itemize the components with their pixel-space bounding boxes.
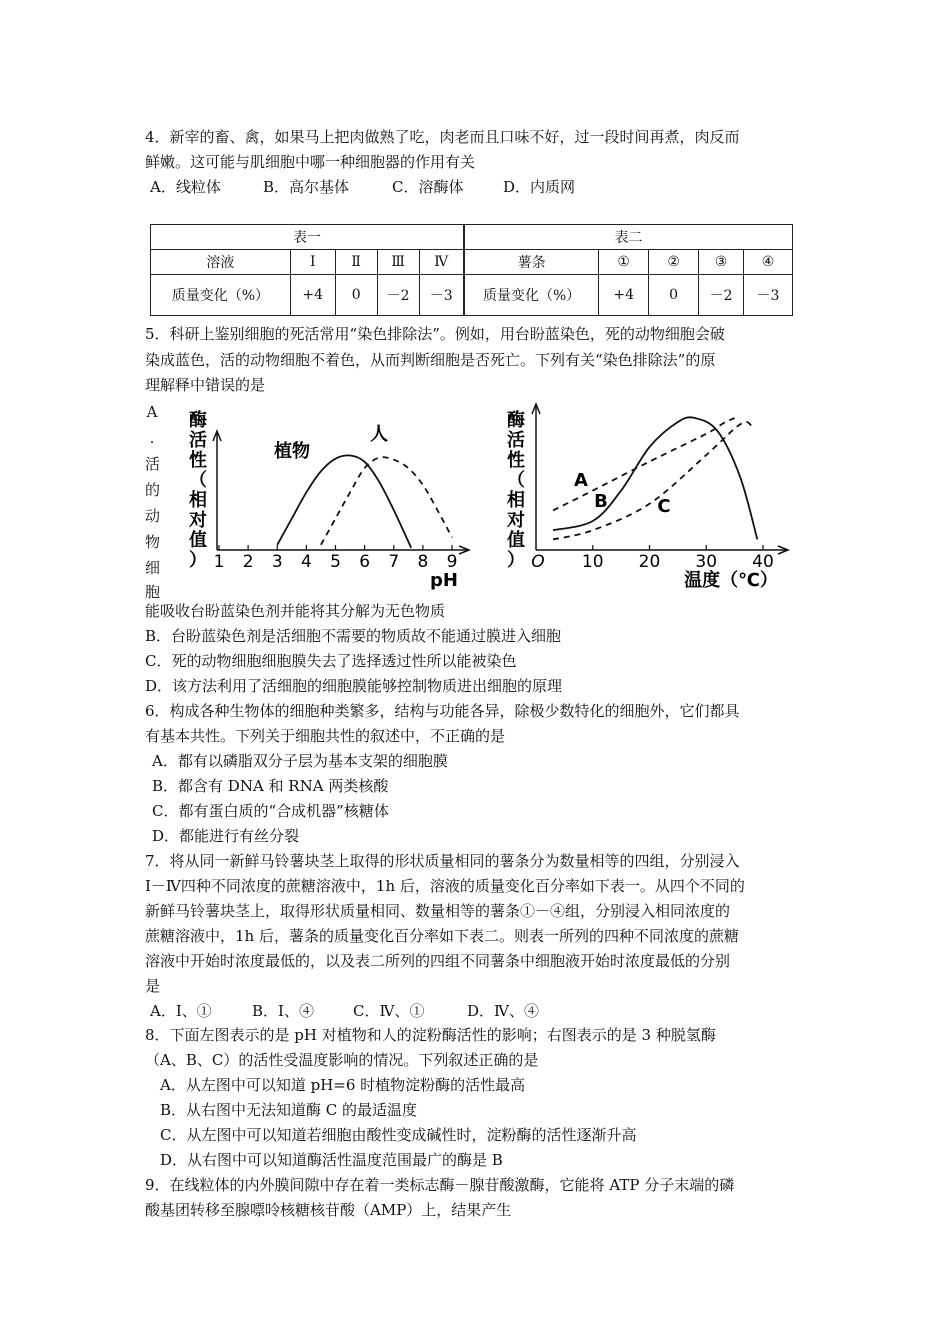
x-tick-label: 6	[359, 552, 371, 572]
q7-stem-line1: 7．将从同一新鲜马铃薯块茎上取得的形状质量相同的薯条分为数量相等的四组，分别浸入	[145, 852, 740, 870]
x-tick-label: 8	[417, 552, 429, 572]
y-axis-label-char: 酶	[189, 410, 207, 431]
series-line-A	[553, 418, 735, 510]
q9-stem-line2: 酸基团转移至腺嘌呤核糖核苷酸（AMP）上，结果产生	[145, 1201, 512, 1219]
q4-stem-line1: 4．新宰的畜、禽，如果马上把肉做熟了吃，肉老而且口味不好，过一段时间再煮，肉反而	[145, 128, 740, 146]
table1-title: 表一	[151, 225, 464, 250]
q5-option-a-char: 动	[145, 507, 161, 525]
y-axis-label-char: 值	[507, 530, 525, 551]
series-label: 植物	[274, 441, 310, 462]
q5-option-a-char: 物	[145, 533, 161, 551]
x-tick-label: 5	[330, 552, 341, 572]
table-cell: 0	[335, 275, 377, 316]
table-cell: Ⅲ	[377, 250, 419, 275]
table-cell: －3	[419, 275, 464, 316]
x-tick-label: 20	[638, 552, 661, 572]
q7-option-a: A．Ⅰ、①	[150, 1002, 212, 1020]
table2-title: 表二	[464, 225, 793, 250]
q4-option-a: A．线粒体	[150, 178, 221, 196]
y-axis-label-char: 性	[189, 450, 207, 471]
q6-stem-line1: 6．构成各种生物体的细胞种类繁多，结构与功能各异，除极少数特化的细胞外，它们都具	[145, 702, 740, 720]
table-cell: 质量变化（%）	[151, 275, 291, 316]
q7-stem-line4: 蔗糖溶液中，1h 后，薯条的质量变化百分率如下表二。则表一所列的四种不同浓度的蔗糖	[145, 927, 739, 945]
q4-stem-line2: 鲜嫩。这可能与肌细胞中哪一种细胞器的作用有关	[145, 153, 476, 171]
q5-option-a-char: .	[149, 429, 155, 447]
series-label: A	[574, 470, 588, 491]
y-axis-label-char: 酶	[507, 410, 525, 431]
series-label: B	[594, 491, 608, 512]
y-axis-label-char: 相	[507, 490, 525, 511]
table-cell: －2	[377, 275, 419, 316]
q6-stem-line2: 有基本共性。下列关于细胞共性的叙述中，不正确的是	[145, 727, 506, 745]
q8-stem-line2: （A、B、C）的活性受温度影响的情况。下列叙述正确的是	[145, 1051, 539, 1069]
q5-option-c: C．死的动物细胞细胞膜失去了选择透过性所以能被染色	[145, 652, 517, 670]
q8-option-b: B．从右图中无法知道酶 C 的最适温度	[160, 1101, 418, 1119]
q8-option-d: D．从右图中可以知道酶活性温度范围最广的酶是 B	[160, 1151, 503, 1169]
table-cell: 溶液	[151, 250, 291, 275]
x-axis-label: 温度（℃）	[684, 570, 778, 591]
x-axis-label: pH	[430, 570, 458, 591]
data-tables	[150, 224, 793, 316]
q5-option-a-rest: 能吸收台盼蓝染色剂并能将其分解为无色物质	[145, 602, 446, 620]
table-cell: Ⅳ	[419, 250, 464, 275]
q7-option-d: D．Ⅳ、④	[467, 1002, 540, 1020]
series-label: 人	[370, 424, 388, 445]
x-tick-label: 10	[581, 552, 604, 572]
y-axis-label-char: 性	[507, 450, 525, 471]
y-axis-label-char: （	[507, 470, 525, 491]
q5-option-a-char: 胞	[145, 583, 161, 601]
q9-stem-line1: 9．在线粒体的内外膜间隙中存在着一类标志酶－腺苷酸激酶，它能将 ATP 分子末端的磷	[145, 1176, 735, 1194]
table-cell: Ⅱ	[335, 250, 377, 275]
q7-stem-line3: 新鲜马铃薯块茎上，取得形状质量相同、数量相等的薯条①－④组，分别浸入相同浓度的	[145, 902, 731, 920]
x-tick-label: 40	[752, 552, 774, 572]
q7-stem-line6: 是	[145, 977, 161, 995]
y-axis-label-char: ）	[507, 550, 525, 571]
y-axis-label-char: 活	[507, 430, 525, 451]
temperature-enzyme-chart	[498, 400, 798, 600]
table-cell: －2	[699, 275, 744, 316]
series-label: C	[657, 496, 671, 517]
table-cell: +4	[599, 275, 649, 316]
y-axis-label-char: （	[189, 470, 207, 491]
y-axis-label-char: 对	[189, 510, 207, 531]
q5-option-a-char: 活	[145, 455, 161, 473]
y-axis-label-char: 相	[189, 490, 207, 511]
q5-stem-line1: 5．科研上鉴别细胞的死活常用“染色排除法”。例如，用台盼蓝染色，死的动物细胞会破	[145, 325, 725, 343]
x-tick-label: 7	[388, 552, 400, 572]
y-axis-label-char: 对	[507, 510, 525, 531]
x-tick-label: 3	[271, 552, 283, 572]
q7-option-b: B．Ⅰ、④	[252, 1002, 314, 1020]
q8-stem-line1: 8．下面左图表示的是 pH 对植物和人的淀粉酶活性的影响；右图表示的是 3 种脱氢酶	[145, 1026, 716, 1044]
q4-option-d: D．内质网	[503, 178, 576, 196]
q6-option-b: B．都含有 DNA 和 RNA 两类核酸	[152, 777, 389, 795]
x-tick-label: 2	[242, 552, 254, 572]
table-cell: ③	[699, 250, 744, 275]
table-cell: ②	[649, 250, 699, 275]
q7-stem-line5: 溶液中开始时浓度最低的，以及表二所列的四组不同薯条中细胞液开始时浓度最低的分别	[145, 952, 731, 970]
y-axis-label-char: ）	[189, 550, 207, 571]
q7-option-c: C．Ⅳ、①	[353, 1002, 425, 1020]
q8-option-a: A．从左图中可以知道 pH=6 时植物淀粉酶的活性最高	[160, 1076, 526, 1094]
q5-option-a-char: 的	[145, 481, 161, 499]
y-axis-label-char: 活	[189, 430, 207, 451]
q6-option-d: D．都能进行有丝分裂	[152, 827, 300, 845]
table-cell: 质量变化（%）	[464, 275, 599, 316]
table-cell: +4	[290, 275, 335, 316]
table-cell: Ⅰ	[290, 250, 335, 275]
q5-stem-line3: 理解释中错误的是	[145, 376, 266, 394]
q5-option-d: D．该方法利用了活细胞的细胞膜能够控制物质进出细胞的原理	[145, 677, 563, 695]
ph-enzyme-chart	[182, 400, 482, 600]
series-line-人	[321, 457, 452, 545]
x-tick-label: 1	[213, 552, 225, 572]
q4-option-c: C．溶酶体	[392, 178, 464, 196]
q5-option-b: B．台盼蓝染色剂是活细胞不需要的物质故不能通过膜进入细胞	[145, 627, 562, 645]
q5-stem-line2: 染成蓝色，活的动物细胞不着色，从而判断细胞是否死亡。下列有关“染色排除法”的原	[145, 351, 716, 369]
table-cell: ①	[599, 250, 649, 275]
x-tick-label: 30	[695, 552, 718, 572]
x-tick-label: 9	[446, 552, 458, 572]
y-axis-label-char: 值	[189, 530, 207, 551]
origin-label: O	[531, 552, 545, 572]
q7-stem-line2: Ⅰ－Ⅳ四种不同浓度的蔗糖溶液中，1h 后，溶液的质量变化百分率如下表一。从四个不同的	[145, 877, 745, 895]
table-cell: 薯条	[464, 250, 599, 275]
q8-option-c: C．从左图中可以知道若细胞由酸性变成碱性时，淀粉酶的活性逐渐升高	[160, 1126, 637, 1144]
table-cell: －3	[744, 275, 793, 316]
q5-option-a-char: 细	[145, 559, 161, 577]
x-tick-label: 4	[300, 552, 312, 572]
table-cell: 0	[649, 275, 699, 316]
q4-option-b: B．高尔基体	[263, 178, 350, 196]
q6-option-a: A．都有以磷脂双分子层为基本支架的细胞膜	[152, 752, 448, 770]
q5-option-a-char: A	[146, 403, 158, 421]
q6-option-c: C．都有蛋白质的“合成机器”核糖体	[152, 802, 389, 820]
table-cell: ④	[744, 250, 793, 275]
